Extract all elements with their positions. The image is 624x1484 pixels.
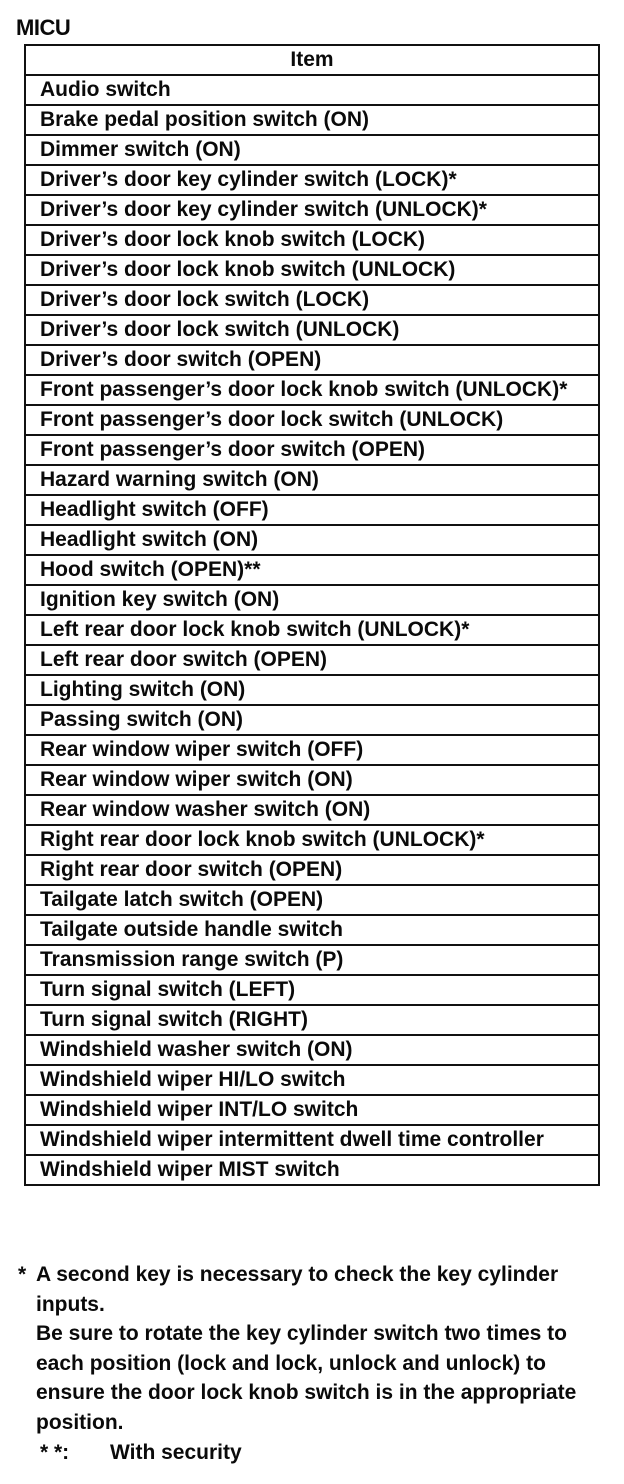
table-cell-item: Front passenger’s door lock switch (UNLOCK)	[25, 405, 599, 435]
table-cell-item: Driver’s door lock knob switch (LOCK)	[25, 225, 599, 255]
table-cell-item: Rear window wiper switch (ON)	[25, 765, 599, 795]
table-row	[25, 735, 599, 765]
table-row	[25, 1065, 599, 1095]
footnotes	[18, 1260, 608, 1467]
table-row	[25, 555, 599, 585]
table-cell-item: Driver’s door lock knob switch (UNLOCK)	[25, 255, 599, 285]
table-row	[25, 165, 599, 195]
item-table	[24, 44, 600, 1186]
table-row	[25, 705, 599, 735]
table-cell-item: Audio switch	[25, 75, 599, 105]
table-cell-item: Turn signal switch (RIGHT)	[25, 1005, 599, 1035]
footnote-double-star-mark: * *:	[40, 1440, 70, 1464]
table-cell-item: Windshield wiper INT/LO switch	[25, 1095, 599, 1125]
table-cell-item: Hazard warning switch (ON)	[25, 465, 599, 495]
table-cell-item: Driver’s door key cylinder switch (LOCK)*	[25, 165, 599, 195]
table-row	[25, 1125, 599, 1155]
table-cell-item: Tailgate outside handle switch	[25, 915, 599, 945]
table-cell-item: Front passenger’s door lock knob switch (UNLOCK)*	[25, 375, 599, 405]
table-cell-item: Rear window washer switch (ON)	[25, 795, 599, 825]
table-cell-item: Hood switch (OPEN)**	[25, 555, 599, 585]
table-row	[25, 465, 599, 495]
table-row	[25, 315, 599, 345]
table-cell-item: Lighting switch (ON)	[25, 675, 599, 705]
table-cell-item: Turn signal switch (LEFT)	[25, 975, 599, 1005]
table-row	[25, 105, 599, 135]
footnote-double-star	[18, 1438, 608, 1468]
table-cell-item: Driver’s door lock switch (UNLOCK)	[25, 315, 599, 345]
table-row	[25, 885, 599, 915]
table-row	[25, 495, 599, 525]
table-row	[25, 1005, 599, 1035]
table-row	[25, 915, 599, 945]
table-cell-item: Dimmer switch (ON)	[25, 135, 599, 165]
table-cell-item: Tailgate latch switch (OPEN)	[25, 885, 599, 915]
table-cell-item: Ignition key switch (ON)	[25, 585, 599, 615]
footnote-star-text: A second key is necessary to check the key cylinder inputs.	[36, 1263, 559, 1316]
table-row	[25, 945, 599, 975]
table-cell-item: Front passenger’s door switch (OPEN)	[25, 435, 599, 465]
table-cell-item: Windshield washer switch (ON)	[25, 1035, 599, 1065]
table-row	[25, 225, 599, 255]
table-cell-item: Headlight switch (ON)	[25, 525, 599, 555]
table-row	[25, 75, 599, 105]
table-cell-item: Left rear door lock knob switch (UNLOCK)*	[25, 615, 599, 645]
table-row	[25, 435, 599, 465]
table-row	[25, 525, 599, 555]
table-row	[25, 585, 599, 615]
table-row	[25, 765, 599, 795]
table-row	[25, 375, 599, 405]
table-row	[25, 195, 599, 225]
table-cell-item: Driver’s door switch (OPEN)	[25, 345, 599, 375]
table-cell-item: Headlight switch (OFF)	[25, 495, 599, 525]
footnote-double-star-text: With security	[110, 1440, 242, 1464]
table-row	[25, 135, 599, 165]
table-body	[25, 75, 599, 1185]
table-row	[25, 285, 599, 315]
table-row	[25, 405, 599, 435]
table-row	[25, 675, 599, 705]
table-row	[25, 615, 599, 645]
table-row	[25, 1035, 599, 1065]
table-cell-item: Transmission range switch (P)	[25, 945, 599, 975]
table-row	[25, 795, 599, 825]
table-row	[25, 975, 599, 1005]
table-row	[25, 255, 599, 285]
table-cell-item: Right rear door switch (OPEN)	[25, 855, 599, 885]
table-cell-item: Left rear door switch (OPEN)	[25, 645, 599, 675]
column-header-item: Item	[25, 45, 599, 75]
table-row	[25, 345, 599, 375]
footnote-single-star	[18, 1260, 608, 1319]
table-row	[25, 1095, 599, 1125]
table-cell-item: Windshield wiper intermittent dwell time controller	[25, 1125, 599, 1155]
table-cell-item: Driver’s door key cylinder switch (UNLOCK)*	[25, 195, 599, 225]
footnote-star-text-2: Be sure to rotate the key cylinder switch two times to each position (lock and lock, unlock and unlock) to ensure the door lock knob switch is in the appropriate position.	[36, 1322, 577, 1434]
table-row	[25, 1155, 599, 1185]
table-row	[25, 645, 599, 675]
table-cell-item: Brake pedal position switch (ON)	[25, 105, 599, 135]
footnote-star-mark: *	[18, 1263, 27, 1286]
table-header-row	[25, 45, 599, 75]
table-row	[25, 825, 599, 855]
section-title: MICU	[16, 15, 71, 40]
table-cell-item: Windshield wiper HI/LO switch	[25, 1065, 599, 1095]
table-cell-item: Passing switch (ON)	[25, 705, 599, 735]
table-cell-item: Windshield wiper MIST switch	[25, 1155, 599, 1185]
table-cell-item: Rear window wiper switch (OFF)	[25, 735, 599, 765]
table-row	[25, 855, 599, 885]
table-cell-item: Driver’s door lock switch (LOCK)	[25, 285, 599, 315]
table-cell-item: Right rear door lock knob switch (UNLOCK)*	[25, 825, 599, 855]
